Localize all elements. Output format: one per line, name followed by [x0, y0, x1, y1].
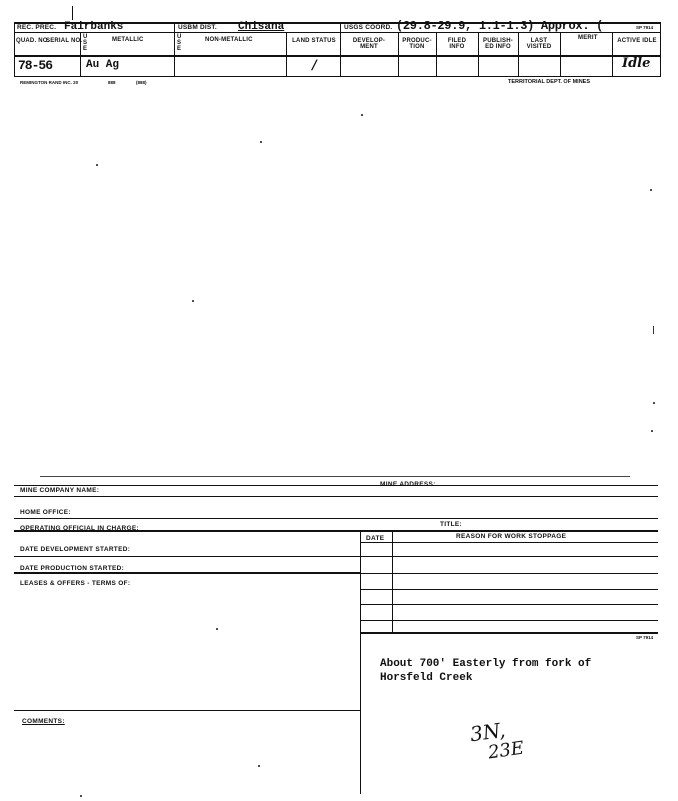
header-bottom-line: [14, 76, 660, 77]
col-filed-info: FILED INFO: [447, 38, 467, 50]
speck: [650, 189, 652, 191]
rule: [360, 620, 658, 621]
col-merit: MERIT: [578, 35, 598, 41]
divider: [14, 22, 15, 77]
col-quad-no: QUAD. NO.: [16, 38, 50, 44]
col-nonmetallic-use: U S E: [177, 34, 182, 52]
leases-offers-label: LEASES & OFFERS - TERMS OF:: [20, 580, 131, 587]
header-row-line: [14, 55, 660, 57]
divider: [478, 32, 479, 76]
speck: [80, 795, 82, 797]
rule: [360, 632, 658, 634]
usgs-coord-value: (29.8-29.9, 1.1-1.3) Approx. (: [396, 19, 604, 33]
remarks-line-1: About 700' Easterly from fork of: [380, 658, 592, 670]
rule: [14, 556, 658, 557]
usbm-dist-label: USBM DIST.: [178, 24, 217, 31]
col-last-visited: LAST VISITED: [526, 38, 552, 50]
form-top-line: [14, 485, 658, 486]
printer-imprint: REMINGTON RAND INC. 20: [20, 80, 79, 85]
divider: [612, 32, 613, 76]
divider: [560, 32, 561, 76]
home-office-label: HOME OFFICE:: [20, 509, 71, 516]
form-number: SP 7914: [636, 25, 654, 30]
divider: [360, 530, 361, 794]
rule: [14, 710, 360, 711]
speck: [651, 430, 653, 432]
rule: [14, 518, 658, 519]
quad-serial-value: 78-56: [18, 58, 53, 73]
rule: [360, 542, 658, 543]
title-label: TITLE:: [440, 521, 463, 528]
divider: [398, 32, 399, 76]
divider: [340, 22, 341, 76]
speck: [258, 765, 260, 767]
mine-company-name-label: MINE COMPANY NAME:: [20, 487, 100, 494]
divider: [436, 32, 437, 76]
rule: [360, 589, 658, 590]
handwritten-line-2: 23E: [486, 737, 526, 764]
col-land-status: LAND STATUS: [292, 38, 336, 44]
speck: [653, 402, 655, 404]
handwritten-line-1: 3N,: [468, 717, 507, 747]
divider: [518, 32, 519, 76]
speck: [653, 326, 654, 334]
remarks-line-2: Horsfeld Creek: [380, 672, 473, 684]
speck: [96, 164, 98, 166]
divider: [286, 32, 287, 76]
comments-label: COMMENTS:: [22, 718, 65, 725]
imprint-code-a: 888: [108, 80, 116, 85]
date-dev-started-label: DATE DEVELOPMENT STARTED:: [20, 546, 131, 553]
col-production: PRODUC- TION: [402, 38, 432, 50]
col-metallic: METALLIC: [112, 37, 144, 43]
rule: [360, 573, 658, 574]
land-status-value: /: [312, 58, 317, 73]
metallic-value: Au Ag: [86, 59, 120, 71]
col-development: DEVELOP- MENT: [352, 38, 386, 50]
col-active-idle: ACTIVE IDLE: [617, 38, 657, 44]
rule: [14, 572, 360, 574]
mine-address-label: MINE ADDRESS:: [380, 481, 436, 488]
col-published-info: PUBLISH- ED INFO: [483, 38, 513, 50]
date-prod-started-label: DATE PRODUCTION STARTED:: [20, 565, 125, 572]
divider: [174, 22, 175, 76]
reason-column-label: REASON FOR WORK STOPPAGE: [456, 533, 567, 540]
active-idle-value: Idle: [622, 56, 651, 71]
rec-prec-value: Fairbanks: [64, 21, 124, 33]
col-metallic-use: U S E: [83, 34, 88, 52]
divider: [392, 530, 393, 632]
operating-official-label: OPERATING OFFICIAL IN CHARGE:: [20, 525, 139, 532]
territorial-dept: TERRITORIAL DEPT. OF MINES: [508, 79, 590, 85]
date-column-label: DATE: [366, 535, 385, 542]
speck: [192, 300, 194, 302]
divider: [660, 22, 661, 77]
usgs-coord-label: USGS COORD.: [344, 24, 393, 31]
form-top-faint-line: [40, 476, 630, 477]
speck: [260, 141, 262, 143]
col-nonmetallic: NON-METALLIC: [205, 37, 253, 43]
speck: [361, 114, 363, 116]
rec-prec-label: REC. PREC.: [17, 24, 57, 31]
rule: [360, 604, 658, 605]
form-number-2: SP 7914: [636, 635, 654, 640]
usbm-dist-value: Chisana: [238, 21, 285, 33]
col-serial-no: SERIAL NO.: [46, 38, 83, 44]
top-tick: [72, 6, 73, 20]
rule: [14, 530, 658, 532]
imprint-code-b: (888): [136, 80, 147, 85]
speck: [216, 628, 218, 630]
rule: [14, 496, 658, 497]
